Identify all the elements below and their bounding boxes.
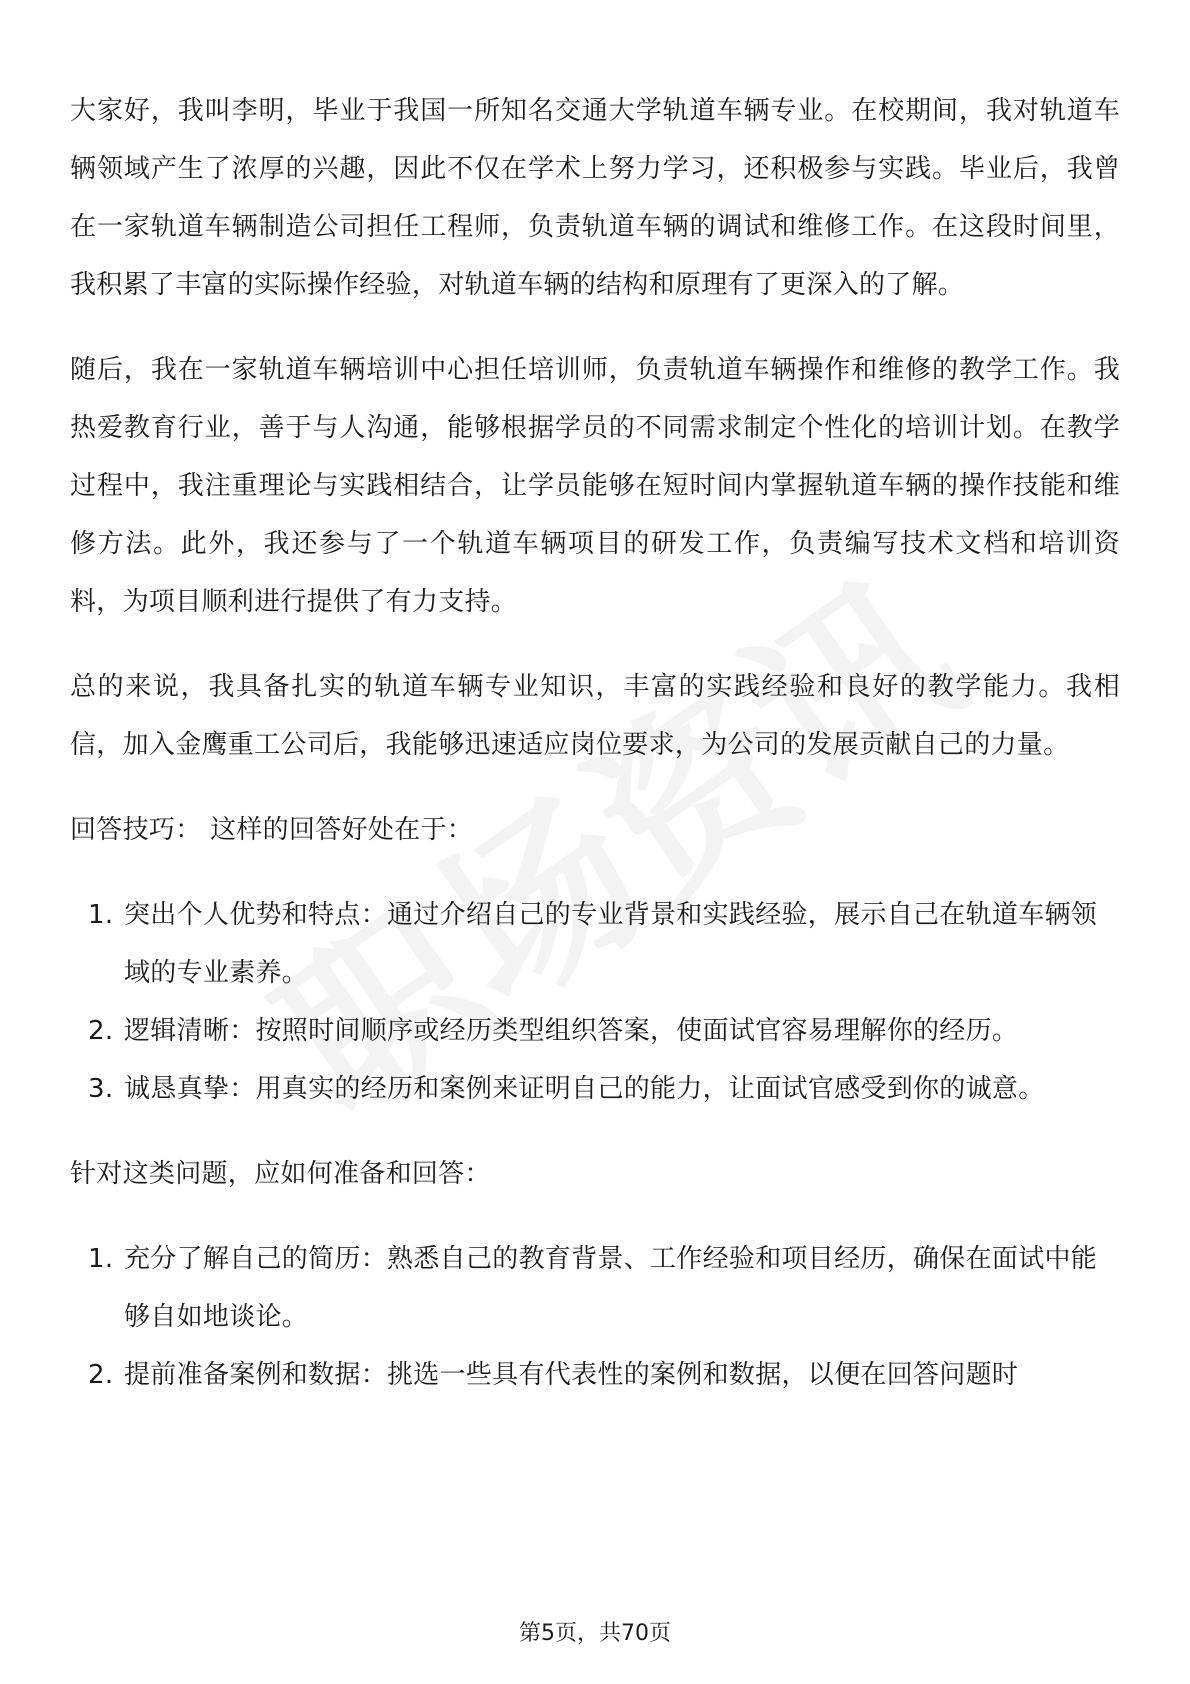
list-text: 充分了解自己的简历：熟悉自己的教育背景、工作经验和项目经历，确保在面试中能够自如地谈论。 [124,1244,1098,1332]
list-item [70,1346,1120,1404]
list-item [70,1230,1120,1346]
list-text: 突出个人优势和特点：通过介绍自己的专业背景和实践经验，展示自己在轨道车辆领域的专业素养。 [124,900,1098,988]
prep-list [70,1230,1120,1404]
paragraph-intro: 大家好，我叫李明，毕业于我国一所知名交通大学轨道车辆专业。在校期间，我对轨道车辆领域产生了浓厚的兴趣，因此不仅在学术上努力学习，还积极参与实践。毕业后，我曾在一家轨道车辆制造公司担任工程师，负责轨道车辆的调试和维修工作。在这段时间里，我积累了丰富的实际操作经验，对轨道车辆的结构和原理有了更深入的了解。 [70,96,1120,300]
list-item [70,1060,1120,1118]
list-item [70,886,1120,1002]
list-text: 逻辑清晰：按照时间顺序或经历类型组织答案，使面试官容易理解你的经历。 [124,1016,1019,1046]
list-number: 2. [88,1360,114,1390]
paragraph-experience: 随后，我在一家轨道车辆培训中心担任培训师，负责轨道车辆操作和维修的教学工作。我热爱教育行业，善于与人沟通，能够根据学员的不同需求制定个性化的培训计划。在教学过程中，我注重理论与实践相结合，让学员能够在短时间内掌握轨道车辆的操作技能和维修方法。此外，我还参与了一个轨道车辆项目的研发工作，负责编写技术文档和培训资料，为项目顺利进行提供了有力支持。 [70,355,1120,617]
tips-list [70,886,1120,1118]
list-number: 1. [88,1244,114,1274]
list-number: 2. [88,1016,114,1046]
list-text: 提前准备案例和数据：挑选一些具有代表性的案例和数据，以便在回答问题时 [124,1360,1019,1390]
list-text: 诚恳真挚：用真实的经历和案例来证明自己的能力，让面试官感受到你的诚意。 [124,1074,1045,1104]
list-number: 3. [88,1074,114,1104]
list-item [70,1002,1120,1060]
page-footer: 第5页，共70页 [519,1621,671,1646]
tips-heading: 回答技巧： 这样的回答好处在于： [70,815,474,845]
list-number: 1. [88,900,114,930]
prep-heading: 针对这类问题，应如何准备和回答： [70,1159,491,1189]
paragraph-summary: 总的来说，我具备扎实的轨道车辆专业知识，丰富的实践经验和良好的教学能力。我相信，加入金鹰重工公司后，我能够迅速适应岗位要求，为公司的发展贡献自己的力量。 [70,672,1120,760]
document-page [70,82,1120,1431]
